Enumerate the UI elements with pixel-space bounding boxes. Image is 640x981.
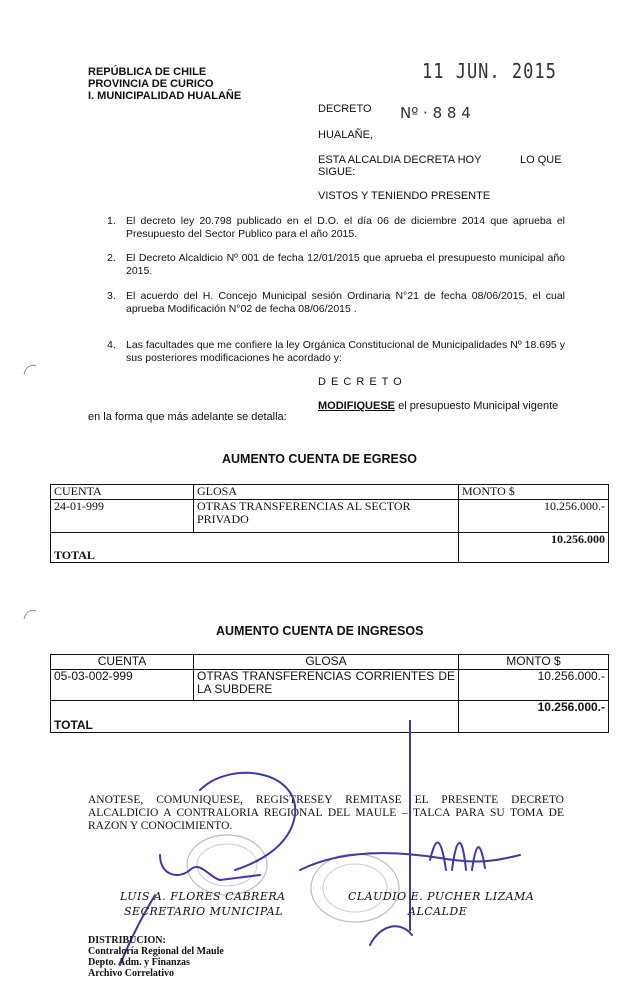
- decreto-heading: D E C R E T O: [318, 376, 403, 388]
- institution-header: [88, 66, 241, 102]
- signatory-left-name: LUIS A. FLORES CABRERA: [120, 890, 286, 903]
- punch-mark-icon: [20, 605, 40, 625]
- header-monto: MONTO $: [459, 655, 609, 670]
- egreso-title: AUMENTO CUENTA DE EGRESO: [222, 452, 417, 466]
- header-cuenta: CUENTA: [51, 485, 194, 500]
- header-glosa: GLOSA: [194, 655, 459, 670]
- header-municipality: I. MUNICIPALIDAD HUALAÑE: [88, 90, 242, 102]
- consideration-item: [107, 252, 565, 277]
- distribution-item: Depto. Adm. y Finanzas: [88, 957, 190, 968]
- modifiquese-rest: el presupuesto Municipal vigente: [395, 400, 559, 412]
- consideration-number: 4.: [107, 339, 116, 351]
- header-glosa: GLOSA: [194, 485, 459, 500]
- consideration-item: [107, 290, 565, 315]
- consideration-text: El Decreto Alcaldicio Nº 001 de fecha 12/01/2015 que aprueba el presupuesto municipal año 2015.: [126, 252, 565, 277]
- cell-monto: 10.256.000.-: [459, 500, 609, 533]
- city-label: HUALAÑE,: [318, 129, 374, 141]
- total-label: TOTAL: [51, 533, 459, 563]
- distribution-item: Archivo Correlativo: [88, 968, 175, 979]
- cell-monto: 10.256.000.-: [459, 670, 609, 701]
- decree-number: Nº · 8 8 4: [400, 104, 471, 122]
- signature-left-stroke: [160, 855, 260, 880]
- header-cuenta: CUENTA: [51, 655, 194, 670]
- total-value: 10.256.000.-: [459, 701, 609, 733]
- consideration-text: El decreto ley 20.798 publicado en el D.O. el día 06 de diciembre 2014 que aprueba el Presupuesto del Sector Publico para el año 2015.: [126, 215, 565, 240]
- consideration-number: 2.: [107, 252, 116, 264]
- cell-cuenta: 05-03-002-999: [51, 670, 194, 701]
- signature-right-flourish: [370, 926, 412, 945]
- consideration-text: El acuerdo del H. Concejo Municipal sesión Ordinaria N°21 de fecha 08/06/2015, el cual aprueba Modificación N°02 de fecha 08/06/2015 .: [126, 290, 565, 315]
- table-row: [51, 670, 609, 701]
- signatory-right-title: ALCALDE: [408, 905, 468, 918]
- total-label: TOTAL: [51, 701, 459, 733]
- egreso-table: [50, 484, 609, 563]
- cell-glosa: OTRAS TRANSFERENCIAS CORRIENTES DE LA SUBDERE: [194, 670, 459, 701]
- ingreso-title: AUMENTO CUENTA DE INGRESOS: [216, 624, 424, 638]
- signature-right-marks: [430, 843, 485, 871]
- vistos-heading: VISTOS Y TENIENDO PRESENTE: [318, 190, 491, 202]
- modifiquese-word: MODIFIQUESE: [318, 400, 396, 412]
- cell-cuenta: 24-01-999: [51, 500, 194, 533]
- distribution-block: [88, 935, 224, 979]
- table-row: [51, 500, 609, 533]
- distribution-heading: DISTRIBUCION:: [88, 935, 166, 946]
- decree-label: DECRETO: [318, 103, 372, 115]
- total-value: 10.256.000: [459, 533, 609, 563]
- intro-line-3: SIGUE:: [318, 166, 356, 178]
- header-monto: MONTO $: [459, 485, 609, 500]
- header-province: PROVINCIA DE CURICO: [88, 78, 214, 90]
- consideration-item: [107, 339, 565, 364]
- signatory-right-name: CLAUDIO E. PUCHER LIZAMA: [348, 890, 535, 903]
- date-stamp: 11 JUN. 2015: [422, 60, 557, 84]
- modifiquese-line-2: en la forma que más adelante se detalla:: [88, 411, 287, 423]
- consideration-text: Las facultades que me confiere la ley Orgánica Constitucional de Municipalidades Nº 18.695 y sus posteriores modificaciones he acordado y:: [126, 339, 565, 364]
- punch-mark-icon: [20, 360, 40, 380]
- closing-paragraph: ANOTESE, COMUNIQUESE, REGISTRESEY REMITASE EL PRESENTE DECRETO ALCALDICIO A CONTRALORIA REGIONAL DEL MAULE – TALCA PARA SU TOMA DE RAZON Y CONOCIMIENTO.: [88, 794, 564, 832]
- distribution-item: Contraloría Regional del Maule: [88, 946, 224, 957]
- signatory-left-title: SECRETARIO MUNICIPAL: [124, 905, 284, 918]
- table-header-row: [51, 485, 609, 500]
- intro-line-1: ESTA ALCALDIA DECRETA HOY: [318, 154, 482, 166]
- consideration-number: 1.: [107, 215, 116, 227]
- header-country: REPÚBLICA DE CHILE: [88, 66, 207, 78]
- modifiquese-line: [318, 400, 564, 413]
- consideration-number: 3.: [107, 290, 116, 302]
- signature-left-loop: [200, 773, 295, 870]
- total-row: [51, 533, 609, 563]
- table-header-row: [51, 655, 609, 670]
- consideration-item: [107, 215, 565, 240]
- intro-line-2: LO QUE: [520, 154, 562, 166]
- cell-glosa: OTRAS TRANSFERENCIAS AL SECTOR PRIVADO: [194, 500, 459, 533]
